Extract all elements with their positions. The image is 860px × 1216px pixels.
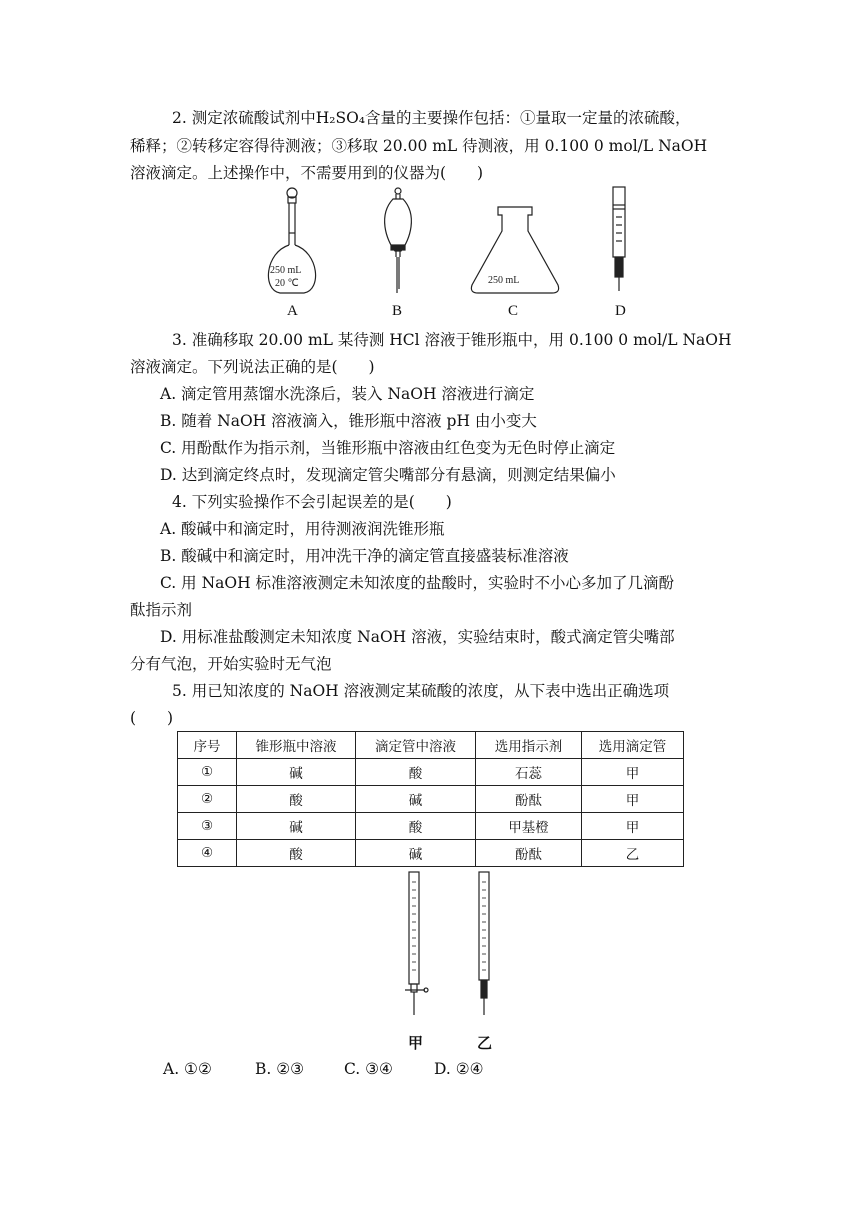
q4-option-d-line-1: D. 用标准盐酸测定未知浓度 NaOH 溶液，实验结束时，酸式滴定管尖嘴部: [160, 628, 675, 646]
flask-a-temperature: 20 ℃: [275, 278, 299, 289]
table-header: 滴定管中溶液: [356, 732, 476, 759]
table-cell: ①: [178, 759, 237, 786]
table-cell: 甲基橙: [476, 813, 582, 840]
table-row: [178, 786, 684, 813]
burette-label-jia: 甲: [408, 1034, 424, 1052]
q4-option-c-line-1: C. 用 NaOH 标准溶液测定未知浓度的盐酸时，实验时不小心多加了几滴酚: [160, 574, 675, 592]
q5-answer-b: B. ②③: [255, 1060, 305, 1078]
table-cell: 碱: [237, 813, 356, 840]
burette-icon: [613, 187, 625, 291]
table-cell: 酸: [356, 759, 476, 786]
table-cell: 甲: [582, 786, 684, 813]
volumetric-flask-icon: [268, 188, 315, 293]
burettes-figure: [395, 870, 505, 1030]
flask-c-volume: 250 mL: [488, 275, 520, 286]
q2-line-3: 溶液滴定。上述操作中，不需要用到的仪器为( ): [130, 164, 484, 182]
q3-option-a: A. 滴定管用蒸馏水洗涤后，装入 NaOH 溶液进行滴定: [160, 385, 535, 403]
label-b: B: [392, 303, 403, 319]
table-cell: 酸: [237, 786, 356, 813]
table-cell: ③: [178, 813, 237, 840]
table-cell: 酚酞: [476, 840, 582, 867]
label-a: A: [287, 303, 298, 319]
table-header: 选用指示剂: [476, 732, 582, 759]
q4-option-c-line-2: 酞指示剂: [130, 601, 193, 619]
table-cell: 碱: [356, 840, 476, 867]
q2-line-2: 稀释；②转移定容得待测液；③移取 20.00 mL 待测液，用 0.100 0 mol/L NaOH: [130, 137, 708, 155]
table-header: 选用滴定管: [582, 732, 684, 759]
q4-option-a: A. 酸碱中和滴定时，用待测液润洗锥形瓶: [160, 520, 445, 538]
q5-answer-d: D. ②④: [434, 1060, 484, 1078]
table-row: [178, 840, 684, 867]
table-row: [178, 813, 684, 840]
table-cell: 乙: [582, 840, 684, 867]
table-cell: 酸: [237, 840, 356, 867]
table-header: 序号: [178, 732, 237, 759]
table-header-row: [178, 732, 684, 759]
q5-line-2: ( ): [130, 709, 174, 727]
table-row: [178, 759, 684, 786]
apparatus-figure: [250, 185, 650, 305]
burette-label-yi: 乙: [477, 1034, 493, 1052]
q2-line-1: 2. 测定浓硫酸试剂中H₂SO₄含量的主要操作包括：①量取一定量的浓硫酸，: [172, 109, 691, 127]
q3-option-c: C. 用酚酞作为指示剂，当锥形瓶中溶液由红色变为无色时停止滴定: [160, 439, 616, 457]
table-cell: 甲: [582, 759, 684, 786]
table-cell: 甲: [582, 813, 684, 840]
label-c: C: [508, 303, 519, 319]
label-d: D: [615, 303, 626, 319]
q4-line-1: 4. 下列实验操作不会引起误差的是( ): [172, 493, 452, 511]
q4-option-b: B. 酸碱中和滴定时，用冲洗干净的滴定管直接盛装标准溶液: [160, 547, 569, 565]
table-cell: ②: [178, 786, 237, 813]
table-cell: 碱: [237, 759, 356, 786]
q3-option-b: B. 随着 NaOH 溶液滴入，锥形瓶中溶液 pH 由小变大: [160, 412, 537, 430]
titration-table: [177, 731, 684, 867]
q3-option-d: D. 达到滴定终点时，发现滴定管尖嘴部分有悬滴，则测定结果偏小: [160, 466, 616, 484]
q3-line-1: 3. 准确移取 20.00 mL 某待测 HCl 溶液于锥形瓶中，用 0.100 0 mol/L NaOH: [172, 331, 732, 349]
acid-burette-icon: [405, 872, 428, 1015]
table-cell: 酸: [356, 813, 476, 840]
separatory-funnel-icon: [385, 188, 412, 293]
q5-answer-a: A. ①②: [163, 1060, 212, 1078]
q3-line-2: 溶液滴定。下列说法正确的是( ): [130, 358, 375, 376]
conical-flask-icon: [471, 207, 558, 293]
flask-a-volume: 250 mL: [270, 265, 302, 276]
base-burette-icon: [479, 872, 489, 1015]
table-cell: ④: [178, 840, 237, 867]
table-header: 锥形瓶中溶液: [237, 732, 356, 759]
q5-answer-c: C. ③④: [344, 1060, 393, 1078]
q4-option-d-line-2: 分有气泡，开始实验时无气泡: [130, 655, 332, 673]
table-cell: 石蕊: [476, 759, 582, 786]
q5-line-1: 5. 用已知浓度的 NaOH 溶液测定某硫酸的浓度，从下表中选出正确选项: [172, 682, 670, 700]
table-cell: 酚酞: [476, 786, 582, 813]
table-cell: 碱: [356, 786, 476, 813]
